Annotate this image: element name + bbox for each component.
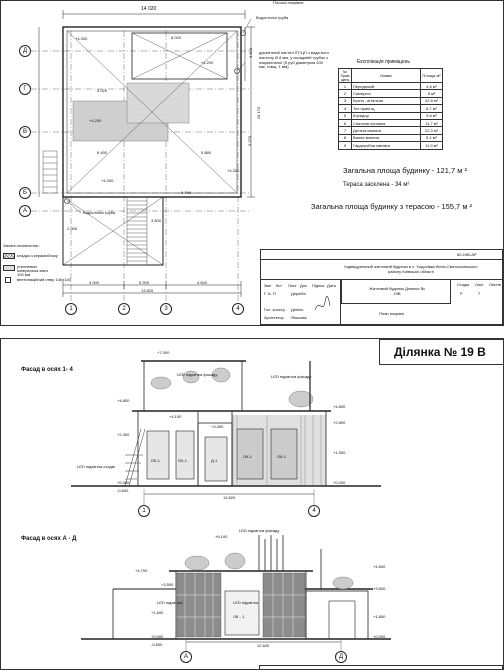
object-name: Житловий будинок Ділянка № 19В	[369, 286, 425, 297]
dim-label: 9 270	[247, 135, 253, 147]
header-number: № Прим щень	[339, 69, 352, 83]
dim-label: 12 600	[257, 643, 270, 648]
axis-marker: А	[180, 651, 192, 663]
table-row: 4 Тех прим щ. 6,7 м²	[339, 105, 443, 112]
level-mark: +4.200	[227, 168, 240, 173]
dim-label: 4 640	[197, 280, 208, 285]
roof-title-note: Плоска покрівля	[273, 0, 304, 5]
overall-dimension: 14 020	[141, 6, 157, 12]
stage-header: Стадія	[457, 282, 470, 287]
level-mark: +4.600	[373, 564, 386, 569]
stamp-col: Підпис	[312, 283, 325, 288]
header-name: Назва	[352, 69, 421, 83]
level-mark: -0.600	[151, 642, 163, 647]
total-area-with-terrace: Загальна площа будинку з терасою - 155,7 м ²	[311, 202, 473, 211]
table-row: 1 Передпокій 4,6 м²	[339, 83, 443, 90]
window-label: Д-1	[211, 458, 218, 463]
axis-marker: А	[19, 205, 31, 217]
dim-label: 3 600	[151, 218, 162, 223]
level-mark: +1.900	[333, 450, 346, 455]
level-mark: +4.800	[117, 398, 130, 403]
table-row: 7 Дитяча кімната 22,3 м²	[339, 127, 443, 134]
signature-mark	[313, 294, 331, 316]
led-note: LED підсвітка фасаду	[239, 528, 280, 533]
drawing-code: 60-19В-АР	[457, 252, 477, 257]
axis-marker: В	[19, 126, 31, 138]
dim-label: 2 000	[67, 226, 78, 231]
dim-label: 9 740	[181, 190, 192, 195]
table-row: 6 Спальня основна 11,7 м²	[339, 119, 443, 126]
stage-header: Лист	[475, 282, 484, 287]
level-mark: +0.000	[333, 480, 346, 485]
stamp-person: Дерибін	[291, 291, 306, 296]
level-mark: +3.600	[373, 586, 386, 591]
legend-title: Умовні позначення :	[3, 243, 41, 248]
dim-label: 4 000	[89, 280, 100, 285]
level-mark: +1.600	[151, 610, 164, 615]
window-label: ОК - 1	[233, 614, 245, 619]
window-label: ОК-1	[243, 454, 252, 459]
level-mark: +6.100	[215, 534, 228, 539]
explication-table	[338, 68, 443, 150]
sheet-title: План покрівлі	[379, 311, 405, 316]
level-mark: +4.200	[101, 178, 114, 183]
stage-value: Р	[460, 291, 463, 296]
vertical-dimension: 19 170	[256, 106, 262, 120]
stamp-person: Деніль	[291, 307, 304, 312]
terrace-area: Тераса засклена - 34 м²	[343, 182, 410, 188]
dim-label: 5 200	[139, 280, 150, 285]
dim-label: 4 020	[97, 88, 108, 93]
level-mark: +4.330	[75, 36, 88, 41]
table-row: 5 Коридор 9,6 м²	[339, 112, 443, 119]
downpipe-label-bottom: Водостічна труба	[83, 210, 116, 215]
axis-marker: 4	[308, 505, 320, 517]
led-note: LED підсвітка фасаду	[177, 372, 218, 377]
header-area: Площа м²	[421, 69, 443, 83]
table-row: 8 Ванна кімната 5,1 м²	[339, 134, 443, 141]
axis-marker: 1	[138, 505, 150, 517]
stage-value: 7	[478, 291, 481, 296]
project-name: Індивідуальний житловий будинок в с. Ходосівка біляо-Святошинського району Київської області	[344, 264, 478, 275]
level-mark: +7.000	[157, 350, 170, 355]
stamp-col: Дата	[327, 283, 336, 288]
level-mark: +2.800	[333, 420, 346, 425]
stamp-role: Архітектор	[264, 315, 284, 320]
level-mark: +0.000	[151, 634, 164, 639]
plot-title: Ділянка № 19 В	[394, 345, 486, 359]
level-mark: +2.400	[117, 432, 130, 437]
window-label: ОК-1	[178, 458, 187, 463]
legend-swatch-masonry	[3, 253, 15, 259]
legend-item: утеплювач мінеральна вата 100 мм	[17, 264, 48, 277]
axis-marker: Г	[19, 83, 31, 95]
level-mark: +3.400	[211, 424, 224, 429]
level-mark: -0.600	[117, 488, 129, 493]
axis-marker: 4	[232, 303, 244, 315]
drawing-sheet-roof-plan	[0, 0, 504, 326]
window-label: ОК-1	[151, 458, 160, 463]
axis-marker: Д	[19, 45, 31, 57]
level-mark: +4.200	[201, 60, 214, 65]
led-note: LED підсвітка	[233, 600, 259, 605]
level-mark: +4.100	[169, 414, 182, 419]
level-mark: +1.800	[373, 614, 386, 619]
axis-marker: Б	[19, 187, 31, 199]
facade-title-1-4: Фасад в осях 1- 4	[21, 367, 73, 373]
level-mark: +4.200	[89, 118, 102, 123]
window-label: ОК-1	[277, 454, 286, 459]
stamp-col: Лист	[288, 283, 297, 288]
stamp-col: Змн	[264, 283, 272, 288]
title-block-partial	[259, 665, 503, 670]
facade-title-a-d: Фасад в осях А - Д	[21, 536, 77, 542]
downpipe-label-top: Водостічна труба	[256, 15, 289, 20]
stamp-person: Янькова	[291, 315, 307, 320]
axis-marker: 2	[118, 303, 130, 315]
legend-swatch-insulation	[3, 265, 15, 271]
roof-construction-note: дерев'яний настил ЛТ/ЦП з вода-ного настилу Ø 8 мм, у складовій трубок з покрівельної (5 руб діаметром 200 мм, товщ. 1 мм)	[259, 50, 330, 70]
dim-label: 6 490	[97, 150, 108, 155]
level-mark: +4.700	[135, 568, 148, 573]
legend-item: вентиляційний отвір 140х140	[17, 277, 71, 282]
level-mark: +3.500	[161, 582, 174, 587]
dim-label: 3 600	[248, 47, 254, 59]
stage-header: Листів	[489, 282, 501, 287]
stamp-col: Кіл	[276, 283, 282, 288]
led-note: LED підсвітка	[157, 600, 183, 605]
table-row: 2 Санвузол 5 м²	[339, 90, 443, 97]
facade-drawing	[1, 339, 504, 670]
drawing-sheet-facades	[0, 338, 504, 670]
dim-label: 13 820	[223, 495, 236, 500]
total-area: Загальна площа будинку - 121,7 м ²	[343, 166, 467, 175]
led-note: LED підсвітка сходів	[77, 464, 115, 469]
explication-title: Експлікація приміщень	[357, 59, 410, 65]
level-mark: +0.000	[373, 634, 386, 639]
axis-marker: 3	[160, 303, 172, 315]
stamp-role: Гол. констр.	[264, 307, 286, 312]
legend-item: кладка з керамоблоку	[17, 253, 58, 258]
stamp-role: Г. А. П	[264, 291, 276, 296]
stamp-col: Док	[300, 283, 307, 288]
axis-marker: 1	[65, 303, 77, 315]
dim-label: 5 880	[201, 150, 212, 155]
table-row: 9 Гардеробна кімната 11,9 м²	[339, 142, 443, 149]
led-note: LED підсвітка фасаду	[271, 374, 312, 379]
title-block	[260, 249, 503, 325]
legend-swatch-vent	[5, 277, 11, 283]
table-row: 3 Кухня - вітальня 42,8 м²	[339, 97, 443, 104]
axis-marker: Д	[335, 651, 347, 663]
dim-label: 8 020	[171, 35, 182, 40]
level-mark: +0.000	[117, 480, 130, 485]
dim-label: 13 820	[141, 288, 154, 293]
level-mark: +4.800	[333, 404, 346, 409]
